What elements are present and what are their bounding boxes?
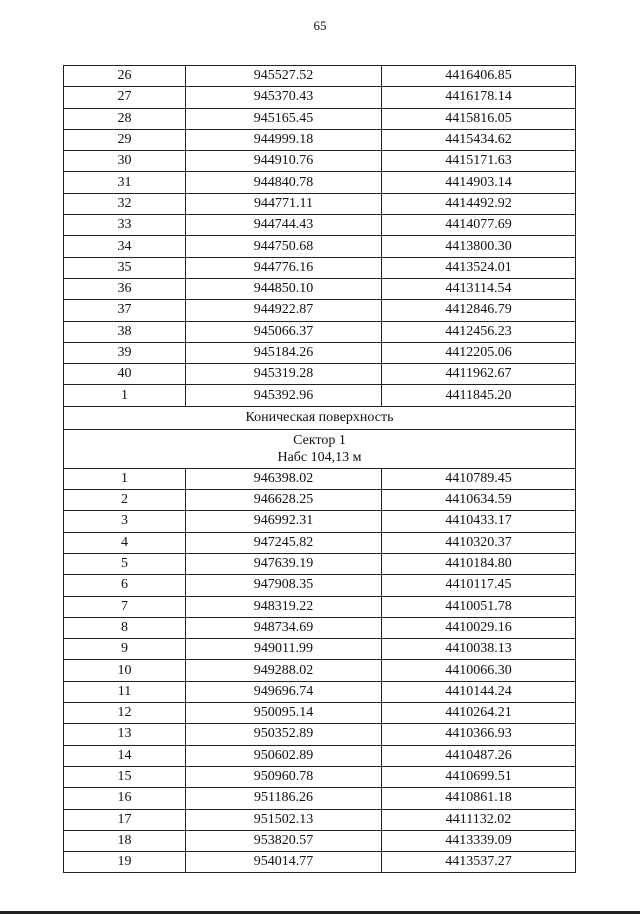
table-row xyxy=(64,321,576,342)
point-number-cell: 39 xyxy=(64,342,186,363)
table-row xyxy=(64,342,576,363)
point-number-cell: 6 xyxy=(64,575,186,596)
y-coordinate-cell: 4412205.06 xyxy=(382,342,576,363)
x-coordinate-cell: 945392.96 xyxy=(186,385,382,406)
y-coordinate-cell: 4411132.02 xyxy=(382,809,576,830)
point-number-cell: 3 xyxy=(64,511,186,532)
point-number-cell: 15 xyxy=(64,766,186,787)
point-number-cell: 38 xyxy=(64,321,186,342)
table-row xyxy=(64,108,576,129)
x-coordinate-cell: 944744.43 xyxy=(186,215,382,236)
x-coordinate-cell: 949011.99 xyxy=(186,639,382,660)
x-coordinate-cell: 949288.02 xyxy=(186,660,382,681)
y-coordinate-cell: 4410320.37 xyxy=(382,532,576,553)
x-coordinate-cell: 948734.69 xyxy=(186,617,382,638)
sector-title: Сектор 1 xyxy=(293,432,346,448)
table-row xyxy=(64,66,576,87)
point-number-cell: 33 xyxy=(64,215,186,236)
point-number-cell: 18 xyxy=(64,830,186,851)
table-row xyxy=(64,660,576,681)
table-row xyxy=(64,300,576,321)
x-coordinate-cell: 945370.43 xyxy=(186,87,382,108)
table-row xyxy=(64,575,576,596)
point-number-cell: 13 xyxy=(64,724,186,745)
y-coordinate-cell: 4413537.27 xyxy=(382,852,576,873)
table-row xyxy=(64,703,576,724)
point-number-cell: 14 xyxy=(64,745,186,766)
point-number-cell: 31 xyxy=(64,172,186,193)
y-coordinate-cell: 4414492.92 xyxy=(382,193,576,214)
point-number-cell: 10 xyxy=(64,660,186,681)
table-row xyxy=(64,87,576,108)
table-row xyxy=(64,511,576,532)
y-coordinate-cell: 4410144.24 xyxy=(382,681,576,702)
x-coordinate-cell: 945319.28 xyxy=(186,364,382,385)
table-row xyxy=(64,852,576,873)
point-number-cell: 4 xyxy=(64,532,186,553)
y-coordinate-cell: 4410366.93 xyxy=(382,724,576,745)
y-coordinate-cell: 4413524.01 xyxy=(382,257,576,278)
page-number: 65 xyxy=(313,18,327,33)
y-coordinate-cell: 4410634.59 xyxy=(382,490,576,511)
x-coordinate-cell: 953820.57 xyxy=(186,830,382,851)
x-coordinate-cell: 950602.89 xyxy=(186,745,382,766)
point-number-cell: 1 xyxy=(64,468,186,489)
x-coordinate-cell: 947639.19 xyxy=(186,553,382,574)
y-coordinate-cell: 4410433.17 xyxy=(382,511,576,532)
point-number-cell: 9 xyxy=(64,639,186,660)
point-number-cell: 1 xyxy=(64,385,186,406)
coordinates-table xyxy=(63,65,576,873)
x-coordinate-cell: 946992.31 xyxy=(186,511,382,532)
x-coordinate-cell: 944776.16 xyxy=(186,257,382,278)
y-coordinate-cell: 4415171.63 xyxy=(382,151,576,172)
table-row xyxy=(64,236,576,257)
table-row xyxy=(64,151,576,172)
table-row xyxy=(64,681,576,702)
y-coordinate-cell: 4416178.14 xyxy=(382,87,576,108)
x-coordinate-cell: 945165.45 xyxy=(186,108,382,129)
point-number-cell: 36 xyxy=(64,278,186,299)
x-coordinate-cell: 944850.10 xyxy=(186,278,382,299)
table-row xyxy=(64,724,576,745)
table-row xyxy=(64,553,576,574)
x-coordinate-cell: 946398.02 xyxy=(186,468,382,489)
point-number-cell: 11 xyxy=(64,681,186,702)
table-row xyxy=(64,617,576,638)
table-row xyxy=(64,809,576,830)
y-coordinate-cell: 4411845.20 xyxy=(382,385,576,406)
y-coordinate-cell: 4414903.14 xyxy=(382,172,576,193)
table-body-after xyxy=(64,468,576,873)
point-number-cell: 5 xyxy=(64,553,186,574)
point-number-cell: 17 xyxy=(64,809,186,830)
point-number-cell: 27 xyxy=(64,87,186,108)
x-coordinate-cell: 950960.78 xyxy=(186,766,382,787)
x-coordinate-cell: 948319.22 xyxy=(186,596,382,617)
x-coordinate-cell: 945184.26 xyxy=(186,342,382,363)
table-body-before xyxy=(64,66,576,407)
x-coordinate-cell: 951502.13 xyxy=(186,809,382,830)
table-row xyxy=(64,193,576,214)
y-coordinate-cell: 4410066.30 xyxy=(382,660,576,681)
table-row xyxy=(64,596,576,617)
table-row xyxy=(64,385,576,406)
point-number-cell: 19 xyxy=(64,852,186,873)
y-coordinate-cell: 4415434.62 xyxy=(382,129,576,150)
y-coordinate-cell: 4410699.51 xyxy=(382,766,576,787)
point-number-cell: 12 xyxy=(64,703,186,724)
x-coordinate-cell: 944910.76 xyxy=(186,151,382,172)
table-row xyxy=(64,788,576,809)
y-coordinate-cell: 4415816.05 xyxy=(382,108,576,129)
point-number-cell: 34 xyxy=(64,236,186,257)
x-coordinate-cell: 946628.25 xyxy=(186,490,382,511)
point-number-cell: 35 xyxy=(64,257,186,278)
x-coordinate-cell: 944999.18 xyxy=(186,129,382,150)
point-number-cell: 32 xyxy=(64,193,186,214)
y-coordinate-cell: 4410861.18 xyxy=(382,788,576,809)
y-coordinate-cell: 4412846.79 xyxy=(382,300,576,321)
y-coordinate-cell: 4410487.26 xyxy=(382,745,576,766)
sector-cell xyxy=(64,429,576,468)
point-number-cell: 30 xyxy=(64,151,186,172)
point-number-cell: 40 xyxy=(64,364,186,385)
section-header-group xyxy=(64,406,576,468)
x-coordinate-cell: 954014.77 xyxy=(186,852,382,873)
x-coordinate-cell: 945066.37 xyxy=(186,321,382,342)
table-row xyxy=(64,766,576,787)
table-row xyxy=(64,532,576,553)
point-number-cell: 2 xyxy=(64,490,186,511)
table-row xyxy=(64,257,576,278)
table-row xyxy=(64,278,576,299)
y-coordinate-cell: 4411962.67 xyxy=(382,364,576,385)
x-coordinate-cell: 947908.35 xyxy=(186,575,382,596)
y-coordinate-cell: 4410264.21 xyxy=(382,703,576,724)
table-row xyxy=(64,172,576,193)
y-coordinate-cell: 4410051.78 xyxy=(382,596,576,617)
x-coordinate-cell: 950095.14 xyxy=(186,703,382,724)
table-row xyxy=(64,830,576,851)
table-row xyxy=(64,129,576,150)
x-coordinate-cell: 950352.89 xyxy=(186,724,382,745)
y-coordinate-cell: 4410117.45 xyxy=(382,575,576,596)
y-coordinate-cell: 4413339.09 xyxy=(382,830,576,851)
sector-height: Набс 104,13 м xyxy=(277,449,362,465)
point-number-cell: 16 xyxy=(64,788,186,809)
point-number-cell: 7 xyxy=(64,596,186,617)
table-row xyxy=(64,215,576,236)
y-coordinate-cell: 4410789.45 xyxy=(382,468,576,489)
table-row xyxy=(64,468,576,489)
x-coordinate-cell: 947245.82 xyxy=(186,532,382,553)
table-row xyxy=(64,364,576,385)
x-coordinate-cell: 949696.74 xyxy=(186,681,382,702)
y-coordinate-cell: 4414077.69 xyxy=(382,215,576,236)
y-coordinate-cell: 4410029.16 xyxy=(382,617,576,638)
y-coordinate-cell: 4413114.54 xyxy=(382,278,576,299)
x-coordinate-cell: 944922.87 xyxy=(186,300,382,321)
x-coordinate-cell: 945527.52 xyxy=(186,66,382,87)
y-coordinate-cell: 4413800.30 xyxy=(382,236,576,257)
y-coordinate-cell: 4410038.13 xyxy=(382,639,576,660)
table-row xyxy=(64,745,576,766)
x-coordinate-cell: 944750.68 xyxy=(186,236,382,257)
table-row xyxy=(64,639,576,660)
y-coordinate-cell: 4412456.23 xyxy=(382,321,576,342)
point-number-cell: 28 xyxy=(64,108,186,129)
point-number-cell: 8 xyxy=(64,617,186,638)
point-number-cell: 37 xyxy=(64,300,186,321)
x-coordinate-cell: 944840.78 xyxy=(186,172,382,193)
y-coordinate-cell: 4416406.85 xyxy=(382,66,576,87)
x-coordinate-cell: 951186.26 xyxy=(186,788,382,809)
table-row xyxy=(64,490,576,511)
point-number-cell: 26 xyxy=(64,66,186,87)
section-title: Коническая поверхность xyxy=(64,406,576,429)
sector-row xyxy=(64,429,576,468)
y-coordinate-cell: 4410184.80 xyxy=(382,553,576,574)
x-coordinate-cell: 944771.11 xyxy=(186,193,382,214)
section-row xyxy=(64,406,576,429)
point-number-cell: 29 xyxy=(64,129,186,150)
